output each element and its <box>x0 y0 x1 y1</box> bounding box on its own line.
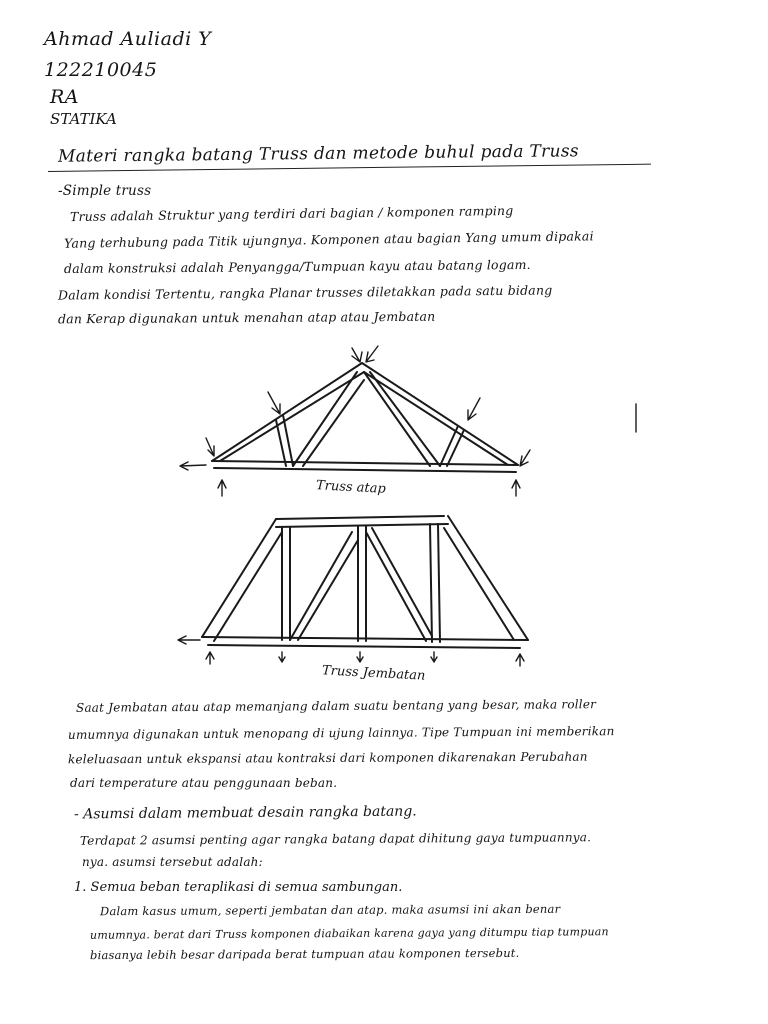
paragraph-line: umumnya digunakan untuk menopang di ujung lainnya. Tipe Tumpuan ini memberikan <box>67 724 615 742</box>
paragraph-line: dalam konstruksi adalah Penyangga/Tumpuan kayu atau batang logam. <box>63 256 531 277</box>
paragraph-line: Yang terhubung pada Titik ujungnya. Komponen atau bagian Yang umum dipakai <box>63 228 594 251</box>
paragraph-line: umumnya. berat dari Truss komponen diabaikan karena gaya yang ditumpu tiap tumpuan <box>89 925 609 942</box>
bridge-truss-caption: Truss Jembatan <box>321 663 426 684</box>
paragraph-line: dan Kerap digunakan untuk menahan atap atau Jembatan <box>57 308 436 327</box>
page-title: Materi rangka batang Truss dan metode buhul pada Truss <box>57 141 579 167</box>
section-heading-simple-truss: -Simple truss <box>58 183 152 199</box>
list-item-1-title: 1. Semua beban teraplikasi di semua sambungan. <box>74 880 403 895</box>
roof-truss-caption: Truss atap <box>315 478 387 497</box>
author-name: Ahmad Auliadi Y <box>44 28 212 50</box>
paragraph-line: dari temperature atau penggunaan beban. <box>70 776 338 790</box>
paragraph-line: keleluasaan untuk ekspansi atau kontraksi dari komponen dikarenakan Perubahan <box>67 749 588 767</box>
paragraph-line: Saat Jembatan atau atap memanjang dalam suatu bentang yang besar, maka roller <box>75 697 597 715</box>
paragraph-line: Truss adalah Struktur yang terdiri dari bagian / komponen ramping <box>69 202 514 225</box>
subject: STATIKA <box>50 110 117 128</box>
class-code: RA <box>50 86 80 108</box>
paragraph-line: nya. asumsi tersebut adalah: <box>82 855 263 869</box>
paragraph-line: Dalam kasus umum, seperti jembatan dan atap. maka asumsi ini akan benar <box>99 901 561 919</box>
section-heading-asumsi: - Asumsi dalam membuat desain rangka batang. <box>73 803 417 823</box>
paragraph-line: biasanya lebih besar daripada berat tumpuan atau komponen tersebut. <box>89 945 520 963</box>
paragraph-line: Terdapat 2 asumsi penting agar rangka batang dapat dihitung gaya tumpuannya. <box>79 830 592 848</box>
student-id: 122210045 <box>44 59 158 81</box>
paragraph-line: Dalam kondisi Tertentu, rangka Planar trusses diletakkan pada satu bidang <box>57 282 553 303</box>
